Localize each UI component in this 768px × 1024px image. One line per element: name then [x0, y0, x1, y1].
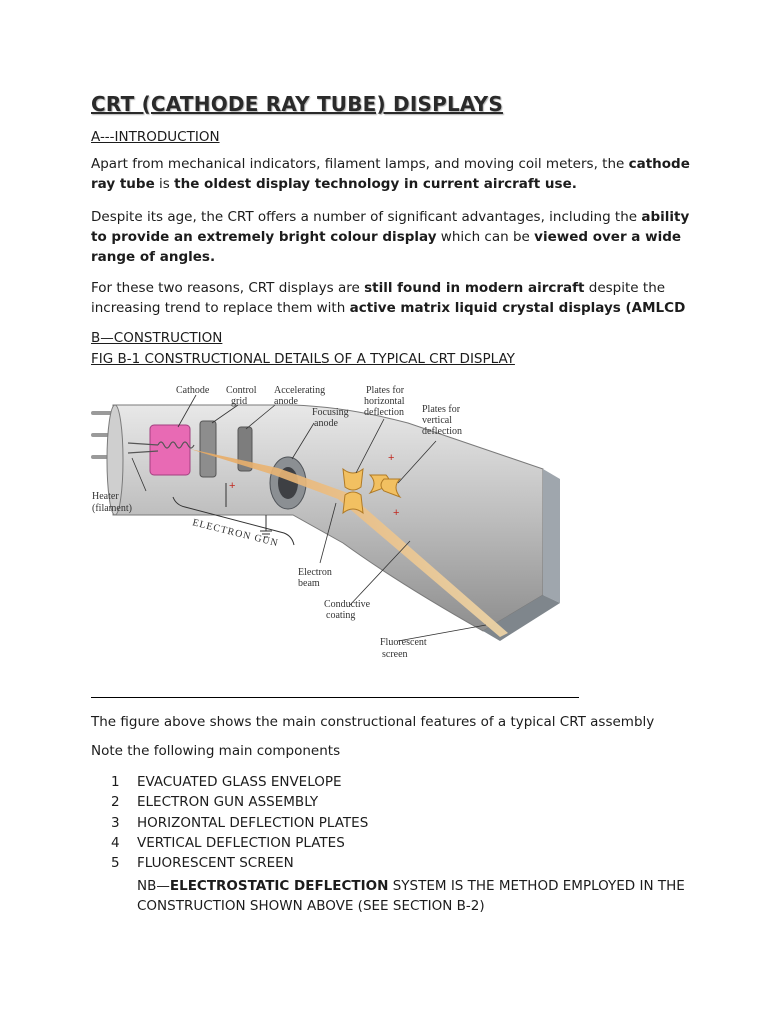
label-vertical-plates-2: vertical [422, 415, 452, 426]
section-b-heading: B—CONSTRUCTION [91, 330, 223, 346]
cathode [150, 425, 190, 475]
components-intro: Note the following main components [91, 743, 341, 759]
label-heater-1: Heater [92, 491, 119, 502]
section-a-heading: A---INTRODUCTION [91, 129, 220, 145]
label-cathode: Cathode [176, 385, 210, 396]
label-electron-beam-2: beam [298, 578, 320, 589]
label-fluorescent-screen-2: screen [382, 649, 408, 660]
label-electron-beam-1: Electron [298, 567, 332, 578]
label-fluorescent-screen-1: Fluorescent [380, 637, 427, 648]
label-horizontal-plates-3: deflection [364, 407, 404, 418]
crt-diagram [88, 383, 563, 673]
label-accelerating-anode-2: anode [274, 396, 298, 407]
control-grid [200, 421, 216, 477]
figure-description: The figure above shows the main constructional features of a typical CRT assembly [91, 714, 655, 730]
list-item: 2 ELECTRON GUN ASSEMBLY [111, 794, 319, 811]
horizontal-rule [91, 697, 579, 698]
list-item: 1 EVACUATED GLASS ENVELOPE [111, 774, 342, 790]
svg-text:+: + [229, 480, 236, 492]
intro-paragraph-2: Despite its age, the CRT offers a number of significant advantages, including the ability to provide an extremely bright colour display which can be viewed over a wide range of angles. [91, 209, 690, 265]
intro-paragraph-3: For these two reasons, CRT displays are still found in modern aircraft despite the increasing trend to replace them with active matrix liquid crystal displays (AMLCD [91, 280, 686, 316]
label-vertical-plates-3: deflection [422, 426, 462, 437]
label-accelerating-anode-1: Accelerating [274, 385, 326, 396]
list-item: 4 VERTICAL DEFLECTION PLATES [111, 834, 345, 851]
label-conductive-coating-2: coating [326, 610, 356, 621]
label-conductive-coating-1: Conductive [324, 599, 371, 610]
label-heater-2: (filament) [92, 503, 132, 514]
svg-text:+: + [393, 507, 400, 519]
label-vertical-plates-1: Plates for [422, 404, 461, 415]
label-horizontal-plates-1: Plates for [366, 385, 405, 396]
intro-paragraph-1: Apart from mechanical indicators, filament lamps, and moving coil meters, the cathode ray tube is the oldest display technology in current aircraft use. [91, 156, 690, 192]
document-title: CRT (CATHODE RAY TUBE) DISPLAYS [91, 92, 503, 116]
label-focusing-anode-1: Focusing [312, 407, 349, 418]
label-electron-gun: ELECTRON GUN [191, 517, 280, 550]
nb-note: NB—ELECTROSTATIC DEFLECTION SYSTEM IS THE METHOD EMPLOYED IN THE CONSTRUCTION SHOWN ABOVE (SEE SECTION B-2) [137, 878, 685, 914]
list-item: 5 FLUORESCENT SCREEN [111, 855, 294, 872]
label-control-grid-1: Control [226, 385, 257, 396]
figure-caption: FIG B-1 CONSTRUCTIONAL DETAILS OF A TYPICAL CRT DISPLAY [91, 351, 515, 367]
label-focusing-anode-2: anode [314, 418, 338, 429]
list-item: 3 HORIZONTAL DEFLECTION PLATES [111, 814, 369, 831]
fluorescent-screen-face [543, 469, 560, 603]
components-list [111, 772, 368, 873]
label-horizontal-plates-2: horizontal [364, 396, 405, 407]
svg-text:+: + [388, 452, 395, 464]
label-control-grid-2: grid [231, 396, 248, 407]
